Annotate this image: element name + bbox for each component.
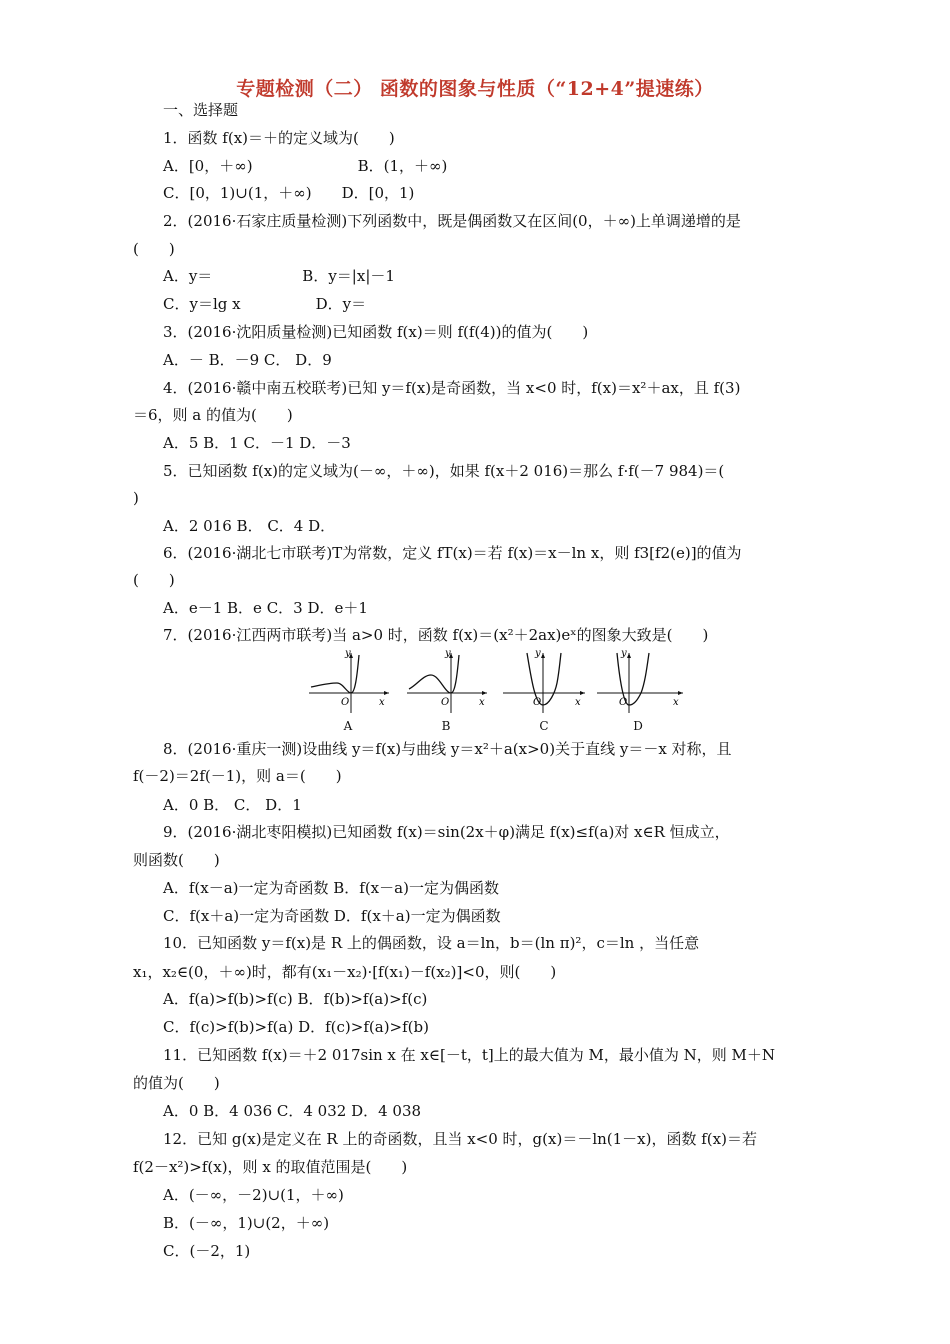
svg-text:x: x [379, 697, 385, 708]
question-12-option-a: A．(－∞，－2)∪(1，＋∞) [163, 1186, 344, 1204]
question-10: 10．已知函数 y＝f(x)是 R 上的偶函数，设 a＝ln，b＝(ln π)²，c＝ln ，当任意 [163, 934, 700, 952]
question-7-graph-options [303, 647, 687, 739]
graph-option-d [593, 647, 683, 739]
question-2: 2．(2016·石家庄质量检测)下列函数中，既是偶函数又在区间(0，＋∞)上单调递增的是 [163, 212, 741, 230]
question-11: 11．已知函数 f(x)＝＋2 017sin x 在 x∈[－t，t]上的最大值为 M，最小值为 N，则 M＋N [163, 1046, 776, 1064]
graph-label-c: C [539, 719, 549, 733]
graph-label-d: D [633, 719, 643, 733]
question-8-options: A．0 B． C． D．1 [163, 796, 302, 814]
question-10-options-cd: C．f(c)>f(b)>f(a) D．f(c)>f(a)>f(b) [163, 1018, 429, 1036]
question-6: 6．(2016·湖北七市联考)T为常数，定义 fT(x)＝若 f(x)＝x－ln x，则 f3[f2(e)]的值为 [163, 544, 742, 562]
question-3: 3．(2016·沈阳质量检测)已知函数 f(x)＝则 f(f(4))的值为( ) [163, 323, 589, 341]
question-2-continued: ( ) [133, 240, 175, 258]
question-5-continued: ) [133, 489, 139, 507]
question-6-continued: ( ) [133, 571, 175, 589]
svg-text:y: y [535, 648, 541, 659]
question-4: 4．(2016·赣中南五校联考)已知 y＝f(x)是奇函数，当 x<0 时，f(x)＝x²＋ax，且 f(3) [163, 379, 741, 397]
question-2-options-ab: A．y＝ B．y＝|x|－1 [163, 267, 395, 285]
question-9-options-cd: C．f(x＋a)一定为奇函数 D．f(x＋a)一定为偶函数 [163, 907, 501, 925]
svg-text:x: x [575, 697, 581, 708]
question-12-option-c: C．(－2，1) [163, 1242, 251, 1260]
svg-text:y: y [345, 648, 351, 659]
svg-text:O: O [533, 697, 542, 708]
question-3-options: A．－ B．－9 C． D．9 [163, 351, 332, 369]
question-12-continued: f(2－x²)>f(x)，则 x 的取值范围是( ) [133, 1158, 408, 1176]
question-1-options-ab: A．[0，＋∞) B．(1，＋∞) [163, 157, 448, 175]
question-8-continued: f(－2)＝2f(－1)，则 a＝( ) [133, 767, 342, 785]
question-5-options: A．2 016 B． C．4 D． [163, 517, 336, 535]
question-9-continued: 则函数( ) [133, 851, 220, 869]
question-6-options: A．e－1 B．e C．3 D．e＋1 [163, 599, 368, 617]
question-1: 1．函数 f(x)＝＋的定义域为( ) [163, 129, 395, 147]
svg-text:x: x [673, 697, 679, 708]
question-10-options-ab: A．f(a)>f(b)>f(c) B．f(b)>f(a)>f(c) [163, 990, 428, 1008]
graph-option-b [401, 647, 491, 739]
question-12-option-b: B．(－∞，1)∪(2，＋∞) [163, 1214, 330, 1232]
document-title: 专题检测（二） 函数的图象与性质（“12+4”提速练） [236, 78, 714, 100]
graph-option-a [303, 647, 393, 739]
section-heading: 一、选择题 [163, 101, 239, 119]
question-4-continued: ＝6，则 a 的值为( ) [133, 406, 293, 424]
question-10-continued: x₁，x₂∈(0，＋∞)时，都有(x₁－x₂)·[f(x₁)－f(x₂)]<0，则( ) [133, 963, 557, 981]
question-9-options-ab: A．f(x－a)一定为奇函数 B．f(x－a)一定为偶函数 [163, 879, 499, 897]
question-1-options-cd: C．[0，1)∪(1，＋∞) D．[0，1) [163, 184, 415, 202]
question-12: 12．已知 g(x)是定义在 R 上的奇函数，且当 x<0 时，g(x)＝－ln(1－x)，函数 f(x)＝若 [163, 1130, 757, 1148]
graph-option-c [499, 647, 589, 739]
question-7: 7．(2016·江西两市联考)当 a>0 时，函数 f(x)＝(x²＋2ax)eˣ的图象大致是( ) [163, 626, 709, 644]
svg-text:y: y [445, 648, 451, 659]
svg-text:x: x [479, 697, 485, 708]
graph-label-a: A [343, 719, 353, 733]
question-9: 9．(2016·湖北枣阳模拟)已知函数 f(x)＝sin(2x＋φ)满足 f(x)≤f(a)对 x∈R 恒成立， [163, 823, 730, 841]
question-2-options-cd: C．y＝lg x D．y＝ [163, 295, 367, 313]
question-11-continued: 的值为( ) [133, 1074, 220, 1092]
svg-text:O: O [619, 697, 628, 708]
svg-text:O: O [341, 697, 350, 708]
svg-text:y: y [621, 648, 627, 659]
question-4-options: A．5 B．1 C．－1 D．－3 [163, 434, 351, 452]
svg-text:O: O [441, 697, 450, 708]
question-5: 5．已知函数 f(x)的定义域为(－∞，＋∞)，如果 f(x＋2 016)＝那么 f·f(－7 984)＝( [163, 462, 725, 480]
graph-label-b: B [441, 719, 451, 733]
question-8: 8．(2016·重庆一测)设曲线 y＝f(x)与曲线 y＝x²＋a(x>0)关于直线 y＝－x 对称，且 [163, 740, 732, 758]
question-11-options: A．0 B．4 036 C．4 032 D．4 038 [163, 1102, 422, 1120]
